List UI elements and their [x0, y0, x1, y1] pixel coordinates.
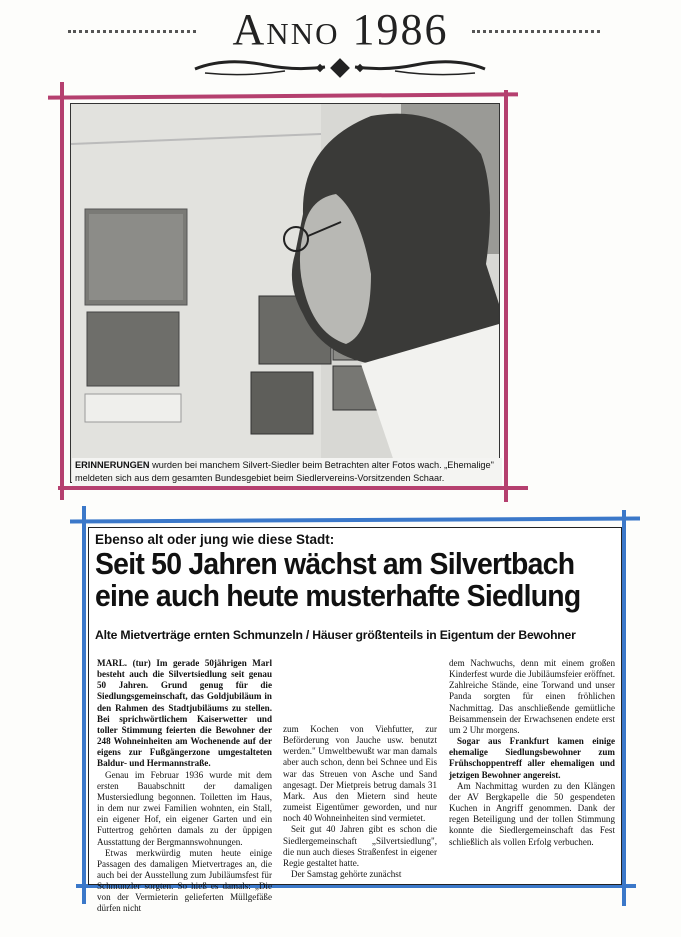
article-column-1 — [97, 658, 272, 915]
caption-lead: ERINNERUNGEN — [75, 460, 150, 470]
dotted-rule-right — [472, 30, 600, 33]
page-title: Anno 1986 — [232, 5, 449, 54]
article-paragraph: dem Nachwuchs, denn mit einem großen Kinderfest wurde die Jubiläumsfeier eröffnet. Zahlreiche Stände, eine Torwand und unser Panda sorgten für einen fröhlichen Nachmittag. Das anschließende gemütliche Beisammensein der Erwachsenen endete erst um 2 Uhr morgens. — [449, 658, 615, 735]
article-frame-left — [82, 506, 86, 904]
article-paragraph: zum Kochen von Viehfutter, zur Beförderung von Jauche usw. benutzt werden." Umweltbewußt war man damals aber auch schon, denn bei Schnee und Eis war das Streuen von Asche und Sand angesagt. Der Mietpreis betrug damals 31 Mark. Aus den Mietern sind heute zumeist Eigentümer geworden, und nur noch 40 Wohneinheiten sind vermietet. — [283, 724, 437, 824]
article-kicker: Ebenso alt oder jung wie diese Stadt: — [95, 532, 335, 547]
article-paragraph: Seit gut 40 Jahren gibt es schon die Siedlergemeinschaft „Silvertsiedlung", die nun auch dieses Straßenfest in eigener Regie gestaltet hatte. — [283, 824, 437, 868]
article-column-2 — [283, 724, 437, 880]
newspaper-article — [88, 527, 622, 914]
headline-line-1: Seit 50 Jahren wächst am Silvertbach — [95, 547, 575, 581]
article-frame-right — [622, 510, 626, 906]
headline-line-2: eine auch heute musterhafte Siedlung — [95, 579, 581, 613]
photo-frame-right — [504, 90, 508, 502]
newspaper-photo — [70, 103, 500, 483]
photo-caption — [72, 458, 502, 486]
article-subhead: Alte Mietverträge ernten Schmunzeln / Häuser größtenteils in Eigentum der Bewohner — [95, 628, 576, 642]
article-paragraph-bold: Sogar aus Frankfurt kamen einige ehemalige Siedlungsbewohner zum Frühschoppentreff aller ehemaligen und jetzigen Bewohner angereist. — [449, 736, 615, 780]
article-paragraph: Genau im Februar 1936 wurde mit dem ersten Bauabschnitt der damaligen Mustersiedlung begonnen. Toiletten im Haus, in dem nur zwei Familien wohnten, ein Stall, ein eigener Hof, ein eigener Garten und ein Futtertrog gehörten damals zu der üppigen Ausstattung der Bergmannswohnungen. — [97, 769, 272, 847]
article-paragraph: Etwas merkwürdig muten heute einige Passagen des damaligen Mietvertrages an, die auch bei der Ausstellung zum Jubiläumsfest für Schmunzler sorgten. So hieß es damals: „Die von der Vermieterin gelieferten Müllgefäße dürfen nicht — [97, 847, 272, 914]
photo-frame-top — [48, 92, 518, 99]
flourish-ornament-icon — [185, 55, 495, 81]
photo-frame-bottom — [58, 486, 528, 490]
man-viewing-photos-icon — [71, 104, 499, 482]
photo-frame-left — [60, 82, 64, 500]
article-lead-paragraph: MARL. (tur) Im gerade 50jährigen Marl besteht auch die Silvertsiedlung seit genau 50 Jahren. Grund genug für die Siedlungsgemeinschaft, das Goldjubiläum in den Rahmen des Stadtjubiläums zu stellen. Bei sprichwörtlichem Kaiserwetter und toller Stimmung feierten die Bewohner der 248 Wohneinheiten am Wochenende auf der eigens zur Fußgängerzone umgestalteten Baldur- und Hermannstraße. — [97, 658, 272, 769]
article-column-3 — [449, 658, 615, 848]
page-header — [0, 0, 681, 90]
article-frame-top — [70, 517, 640, 524]
article-paragraph: Der Samstag gehörte zunächst — [291, 869, 402, 880]
article-paragraph: Am Nachmittag wurden zu den Klängen der AV Bergkapelle die 50 gespendeten Kuchen in Angriff genommen. Dank der regen Beteiligung und der tollen Stimmung konnte die Siedlergemeinschaft das Fest schließlich als vollen Erfolg verbuchen. — [449, 780, 615, 847]
article-headline — [95, 548, 579, 612]
caption-text: wurden bei manchem Silvert-Siedler beim Betrachten alter Fotos wach. „Ehemalige" meldeten sich aus dem gesamten Bundesgebiet beim Siedlervereins-Vorsitzenden Schaar. — [75, 460, 494, 483]
